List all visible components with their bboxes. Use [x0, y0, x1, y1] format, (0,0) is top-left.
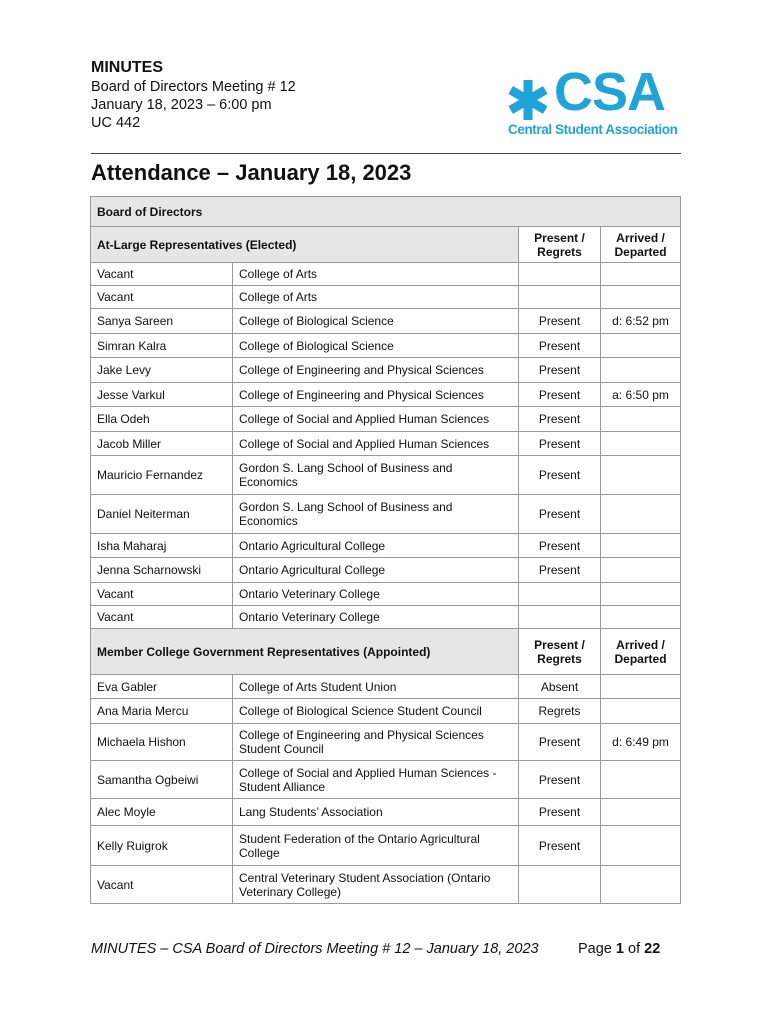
table-row	[91, 358, 681, 383]
member-name: Jake Levy	[91, 358, 233, 383]
arrived-column-header: Arrived / Departed	[601, 629, 681, 675]
arrival-departure	[601, 534, 681, 558]
attendance-status: Present	[519, 432, 601, 456]
footer-text: MINUTES – CSA Board of Directors Meeting # 12 – January 18, 2023	[91, 941, 539, 957]
table-row	[91, 558, 681, 583]
member-college: College of Arts Student Union	[233, 675, 519, 699]
member-college: Gordon S. Lang School of Business and Economics	[233, 495, 519, 534]
attendance-status: Present	[519, 724, 601, 761]
member-name: Jenna Scharnowski	[91, 558, 233, 583]
member-college: College of Engineering and Physical Sciences	[233, 383, 519, 407]
member-college: College of Engineering and Physical Sciences	[233, 358, 519, 383]
arrival-departure	[601, 606, 681, 629]
attendance-status: Present	[519, 334, 601, 358]
arrival-departure	[601, 286, 681, 309]
member-name: Vacant	[91, 606, 233, 629]
member-name: Simran Kalra	[91, 334, 233, 358]
arrival-departure	[601, 558, 681, 583]
attendance-status: Present	[519, 826, 601, 866]
member-college: College of Arts	[233, 263, 519, 286]
member-college: College of Arts	[233, 286, 519, 309]
page-total: 22	[644, 941, 661, 957]
attendance-status	[519, 583, 601, 606]
attendance-status: Present	[519, 558, 601, 583]
attendance-status: Present	[519, 534, 601, 558]
table-row	[91, 456, 681, 495]
member-name: Samantha Ogbeiwi	[91, 761, 233, 799]
member-college: Ontario Veterinary College	[233, 583, 519, 606]
table-row	[91, 263, 681, 286]
table-row	[91, 583, 681, 606]
attendance-status	[519, 263, 601, 286]
attendance-status: Present	[519, 761, 601, 799]
table-row	[91, 495, 681, 534]
section-header-row	[91, 227, 681, 263]
arrival-departure	[601, 761, 681, 799]
meeting-name: Board of Directors Meeting # 12	[91, 79, 296, 95]
arrival-departure: d: 6:49 pm	[601, 724, 681, 761]
meeting-room: UC 442	[91, 115, 141, 131]
arrival-departure	[601, 495, 681, 534]
minutes-header	[91, 58, 296, 132]
member-name: Vacant	[91, 866, 233, 904]
table-row	[91, 675, 681, 699]
attendance-status: Present	[519, 309, 601, 334]
member-college: College of Engineering and Physical Sciences Student Council	[233, 724, 519, 761]
attendance-title: Attendance – January 18, 2023	[91, 160, 412, 185]
arrival-departure: d: 6:52 pm	[601, 309, 681, 334]
member-college: College of Biological Science Student Council	[233, 699, 519, 724]
member-name: Jesse Varkul	[91, 383, 233, 407]
attendance-status: Present	[519, 799, 601, 826]
table-row	[91, 534, 681, 558]
member-name: Alec Moyle	[91, 799, 233, 826]
attendance-table	[90, 196, 681, 904]
member-name: Vacant	[91, 286, 233, 309]
member-name: Vacant	[91, 263, 233, 286]
member-college: College of Social and Applied Human Sciences	[233, 407, 519, 432]
page-prefix: Page	[578, 941, 616, 957]
asterisk-icon	[506, 78, 550, 122]
table-row	[91, 724, 681, 761]
header-divider	[91, 153, 681, 154]
table-row	[91, 826, 681, 866]
arrival-departure	[601, 432, 681, 456]
table-row	[91, 407, 681, 432]
member-name: Michaela Hishon	[91, 724, 233, 761]
attendance-status: Present	[519, 456, 601, 495]
board-heading: Board of Directors	[91, 197, 681, 227]
member-name: Ana Maria Mercu	[91, 699, 233, 724]
attendance-status: Present	[519, 495, 601, 534]
arrival-departure	[601, 583, 681, 606]
member-name: Vacant	[91, 583, 233, 606]
page-footer	[91, 941, 671, 957]
arrival-departure	[601, 358, 681, 383]
member-college: Ontario Agricultural College	[233, 534, 519, 558]
arrival-departure	[601, 263, 681, 286]
page-mid: of	[623, 941, 645, 957]
arrived-column-header: Arrived / Departed	[601, 227, 681, 263]
member-name: Isha Maharaj	[91, 534, 233, 558]
table-row	[91, 699, 681, 724]
member-college: Ontario Veterinary College	[233, 606, 519, 629]
meeting-datetime: January 18, 2023 – 6:00 pm	[91, 97, 272, 113]
attendance-status	[519, 286, 601, 309]
attendance-status: Regrets	[519, 699, 601, 724]
table-row	[91, 309, 681, 334]
table-row	[91, 286, 681, 309]
arrival-departure	[601, 826, 681, 866]
arrival-departure	[601, 334, 681, 358]
attendance-status	[519, 606, 601, 629]
section-header-row	[91, 629, 681, 675]
arrival-departure	[601, 866, 681, 904]
member-college: College of Biological Science	[233, 334, 519, 358]
member-name: Eva Gabler	[91, 675, 233, 699]
attendance-status: Present	[519, 358, 601, 383]
table-row	[91, 866, 681, 904]
logo-subtitle: Central Student Association	[508, 122, 678, 137]
member-name: Daniel Neiterman	[91, 495, 233, 534]
table-row	[91, 799, 681, 826]
member-college: College of Social and Applied Human Sciences	[233, 432, 519, 456]
member-name: Sanya Sareen	[91, 309, 233, 334]
table-row	[91, 383, 681, 407]
minutes-title: MINUTES	[91, 59, 163, 76]
table-row	[91, 761, 681, 799]
arrival-departure	[601, 407, 681, 432]
attendance-status: Absent	[519, 675, 601, 699]
member-college: Lang Students’ Association	[233, 799, 519, 826]
member-college: College of Biological Science	[233, 309, 519, 334]
section-heading: At-Large Representatives (Elected)	[91, 227, 519, 263]
arrival-departure	[601, 456, 681, 495]
logo-wordmark: CSA	[554, 62, 666, 122]
present-column-header: Present / Regrets	[519, 629, 601, 675]
attendance-status	[519, 866, 601, 904]
arrival-departure: a: 6:50 pm	[601, 383, 681, 407]
arrival-departure	[601, 699, 681, 724]
table-row	[91, 334, 681, 358]
section-heading: Member College Government Representatives (Appointed)	[91, 629, 519, 675]
arrival-departure	[601, 799, 681, 826]
attendance-status: Present	[519, 407, 601, 432]
table-row	[91, 432, 681, 456]
attendance-status: Present	[519, 383, 601, 407]
member-college: Student Federation of the Ontario Agricultural College	[233, 826, 519, 866]
member-college: College of Social and Applied Human Sciences - Student Alliance	[233, 761, 519, 799]
member-name: Ella Odeh	[91, 407, 233, 432]
table-row	[91, 606, 681, 629]
member-name: Mauricio Fernandez	[91, 456, 233, 495]
member-name: Jacob Miller	[91, 432, 233, 456]
member-college: Gordon S. Lang School of Business and Economics	[233, 456, 519, 495]
member-college: Central Veterinary Student Association (Ontario Veterinary College)	[233, 866, 519, 904]
page-number	[578, 941, 660, 957]
present-column-header: Present / Regrets	[519, 227, 601, 263]
csa-logo	[506, 62, 678, 140]
page-current: 1	[615, 941, 624, 957]
member-college: Ontario Agricultural College	[233, 558, 519, 583]
member-name: Kelly Ruigrok	[91, 826, 233, 866]
arrival-departure	[601, 675, 681, 699]
